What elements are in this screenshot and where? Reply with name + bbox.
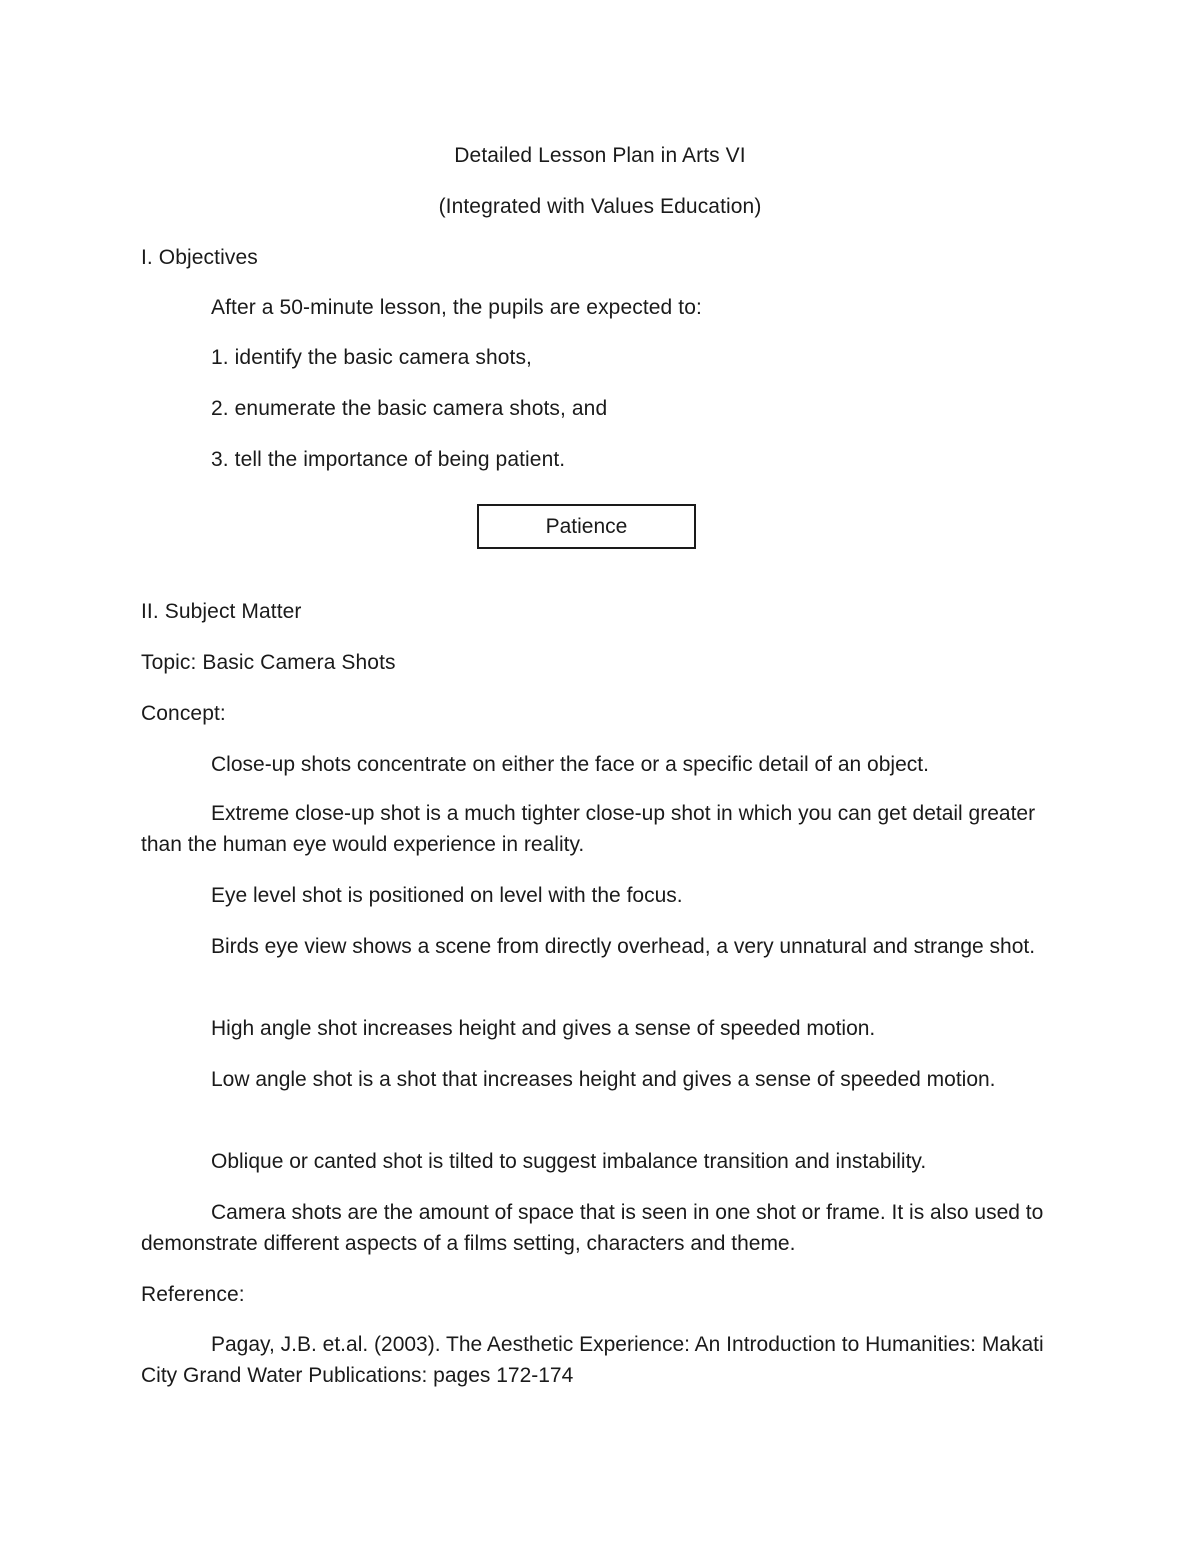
concept-paragraph: Birds eye view shows a scene from directly overhead, a very unnatural and strange shot. xyxy=(211,935,1036,958)
objective-item: 2. enumerate the basic camera shots, and xyxy=(211,397,608,420)
concept-label: Concept: xyxy=(141,702,226,725)
document-subtitle: (Integrated with Values Education) xyxy=(438,195,762,218)
concept-paragraph: Camera shots are the amount of space that is seen in one shot or frame. It is also used to demonstrate different aspects of a films setting, characters and theme. xyxy=(141,1201,1044,1255)
objective-item: 1. identify the basic camera shots, xyxy=(211,346,532,369)
objective-item: 3. tell the importance of being patient. xyxy=(211,448,566,471)
concept-paragraph: Low angle shot is a shot that increases height and gives a sense of speeded motion. xyxy=(211,1068,996,1091)
concept-paragraph: High angle shot increases height and gives a sense of speeded motion. xyxy=(211,1017,876,1040)
subject-matter-heading: II. Subject Matter xyxy=(141,600,302,623)
objectives-heading: I. Objectives xyxy=(141,246,258,269)
document-title: Detailed Lesson Plan in Arts VI xyxy=(454,144,746,167)
reference-citation: Pagay, J.B. et.al. (2003). The Aesthetic Experience: An Introduction to Humanities: Makati City Grand Water Publications: pages 172-174 xyxy=(141,1333,1044,1387)
concept-paragraph: Oblique or canted shot is tilted to suggest imbalance transition and instability. xyxy=(211,1150,927,1173)
objectives-intro: After a 50-minute lesson, the pupils are expected to: xyxy=(211,296,702,319)
value-box-patience: Patience xyxy=(477,504,696,549)
concept-paragraph: Eye level shot is positioned on level with the focus. xyxy=(211,884,683,907)
topic-line: Topic: Basic Camera Shots xyxy=(141,651,396,674)
reference-label: Reference: xyxy=(141,1283,245,1306)
concept-paragraph: Extreme close-up shot is a much tighter close-up shot in which you can get detail greater than the human eye would experience in reality. xyxy=(141,802,1036,856)
concept-paragraph: Close-up shots concentrate on either the face or a specific detail of an object. xyxy=(211,753,929,776)
